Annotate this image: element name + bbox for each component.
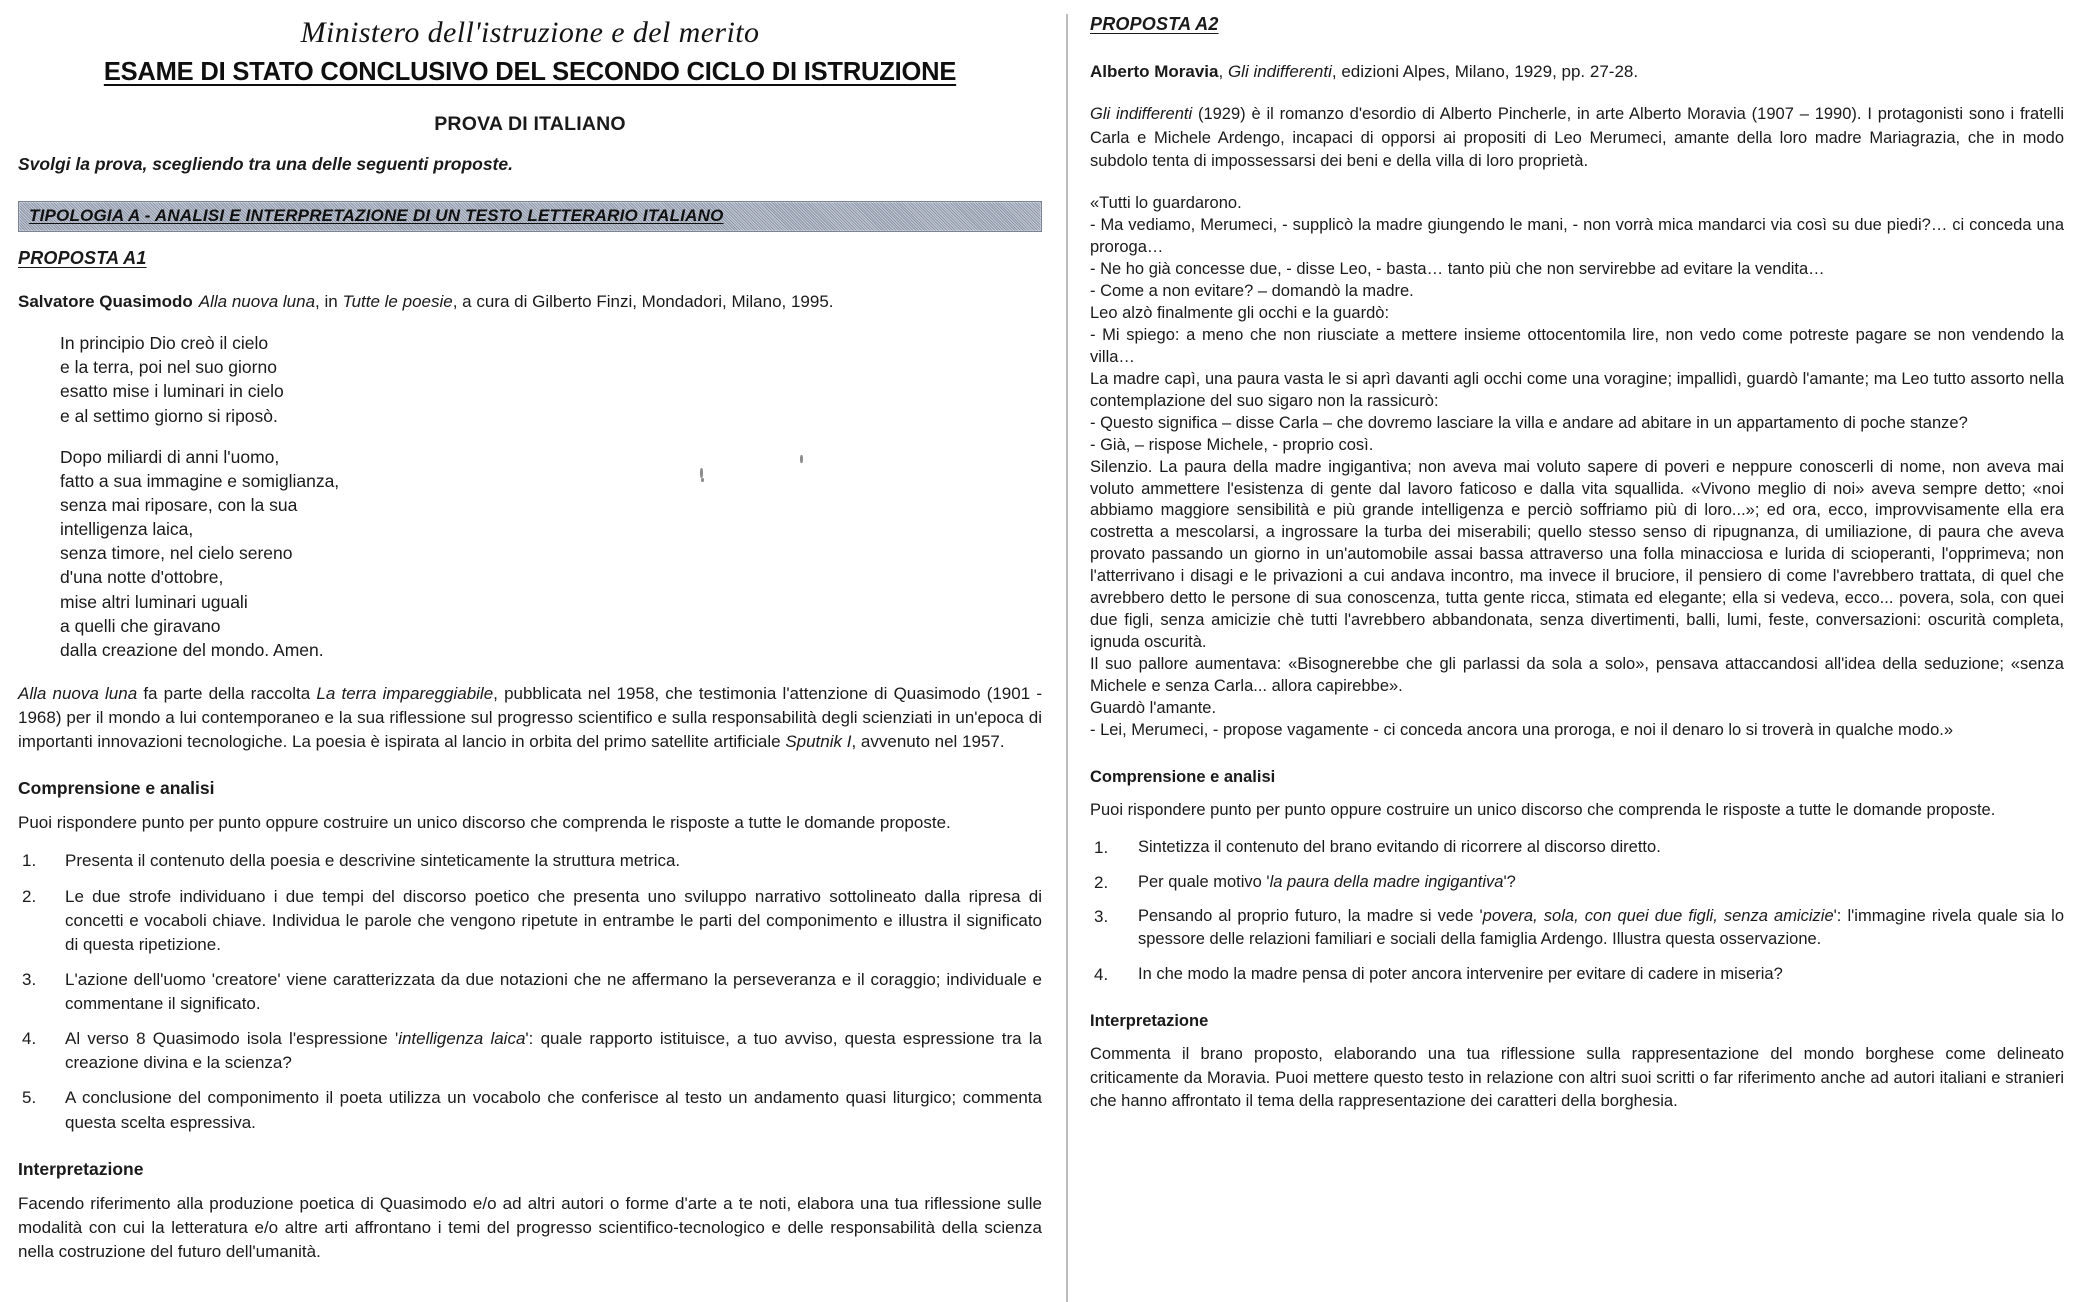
note-italic-satellite: Sputnik I [785,732,852,752]
question-text: ': l'immagine rivela quale sia lo spessore delle relazioni familiari e sociali della famiglia Ardengo. Illustra questa osservazione. [1138,907,2064,949]
poem-line: mise altri luminari uguali [60,591,248,612]
interpretazione-text: Commenta il brano proposto, elaborando una tua riflessione sulla rappresentazione del mondo borghese come delineato criticamente da Moravia. Puoi mettere questo testo in relazione con altri suoi scritti o far riferimento anche ad autori italiani e stranieri che hanno affrontato il tema della rappresentazione dei caratteri della borghesia. [1090,1045,2064,1111]
exam-instruction: Svolgi la prova, scegliendo tra una delle seguenti proposte. [18,154,513,174]
excerpt-line: - Questo significa – disse Carla – che dovremo lasciare la villa e andare ad abitare in un appartamento di poche stanze? [1090,413,1968,432]
interpretazione-text: Facendo riferimento alla produzione poetica di Quasimodo e/o ad altri autori o forme d'arte a te noti, elabora una tua riflessione sulle modalità con cui la letteratura e/o altre arti affrontano i temi del progresso scientifico-tecnologico e delle responsabilità della scienza nella costruzione del futuro dell'umanità. [18,1193,1042,1261]
note-italic-title: Alla nuova luna [18,683,138,703]
note-text: (1929) è il romanzo d'esordio di Alberto Pincherle, in arte Alberto Moravia (1907 – 1990). I protagonisti sono i fratelli Carla e Michele Ardengo, incapaci di opporsi ai propositi di Leo Merumeci, amante della loro madre Mariagrazia, che in modo subdolo tenta di impossessarsi dei beni e della villa di loro proprietà. [1090,105,2064,170]
proposta-a2-note [1090,103,2064,173]
poem-line: fatto a sua immagine e somiglianza, [60,470,340,491]
subject-title: PROVA DI ITALIANO [434,113,626,135]
question-item [18,849,1042,873]
question-text: A conclusione del componimento il poeta utilizza un vocabolo che conferisce al testo un andamento quasi liturgico; commenta questa scelta espressiva. [65,1088,1042,1132]
exam-title: ESAME DI STATO CONCLUSIVO DEL SECONDO CICLO DI ISTRUZIONE [103,58,957,86]
source-work: Alla nuova luna [198,292,316,311]
comprensione-heading: Comprensione e analisi [1090,767,1276,786]
question-item [1090,871,2064,894]
question-text: Presenta il contenuto della poesia e descrivine sinteticamente la struttura metrica. [65,851,681,871]
poem-stanza [60,331,1042,428]
note-text: , avvenuto nel 1957. [851,732,1005,752]
tipologia-a-label: TIPOLOGIA A - ANALISI E INTERPRETAZIONE DI UN TESTO LETTERARIO ITALIANO [29,206,724,225]
proposta-a1-note [18,682,1042,754]
excerpt-line: Guardò l'amante. [1090,698,1217,717]
source-author: Alberto Moravia [1090,62,1219,81]
excerpt-line: «Tutti lo guardarono. [1090,194,1242,213]
excerpt-line: - Già, – rispose Michele, - proprio così. [1090,435,1374,454]
proposta-a2-source: Alberto Moravia, Gli indifferenti, edizioni Alpes, Milano, 1929, pp. 27-28. [1090,62,1639,81]
question-item [18,968,1042,1016]
poem-stanza [60,445,1042,662]
poem-line: a quelli che giravano [60,615,221,636]
source-collection: Tutte le poesie [342,292,453,311]
question-italic: povera, sola, con quei due figli, senza amicizie [1482,907,1834,926]
excerpt-line: - Come a non evitare? – domandò la madre. [1090,282,1414,301]
question-text: L'azione dell'uomo 'creatore' viene caratterizzata da due notazioni che ne affermano la perseveranza e il coraggio; individuale e commentane il significato. [65,969,1042,1014]
excerpt-line: - Ma vediamo, Merumeci, - supplicò la madre giungendo le mani, - non vorrà mica mandarci via così su due piedi?… ci conceda una proroga… [1090,216,2064,257]
question-text: Sintetizza il contenuto del brano evitando di ricorrere al discorso diretto. [1138,838,1661,857]
poem-line: Dopo miliardi di anni l'uomo, [60,446,280,467]
excerpt-line: - Lei, Merumeci, - propose vagamente - ci conceda ancora una proroga, e noi il denaro lo si troverà in qualche modo.» [1090,720,1954,739]
scan-speck-icon [701,478,704,482]
poem-line: intelligenza laica, [60,519,194,540]
poem-line: senza mai riposare, con la sua [60,494,298,515]
question-text: Le due strofe individuano i due tempi del discorso poetico che presenta uno sviluppo narrativo sottolineato dalla ripresa di concetti e vocaboli chiave. Individua le parole che vengono ripetute in entrambe le parti del componimento e illustra il significato di questa ripetizione. [65,886,1042,954]
note-text: fa parte della raccolta [137,683,317,703]
question-item [18,1027,1042,1075]
excerpt-line: - Mi spiego: a meno che non riusciate a mettere insieme ottocentomila lire, non vedo come potreste pagare se non vendendo la villa… [1090,325,2064,366]
question-italic: la paura della madre ingigantiva [1269,872,1504,891]
excerpt-line: La madre capì, una paura vasta le si aprì davanti agli occhi come una voragine; impallidì, guardò l'amante; ma Leo tutto assorto nella contemplazione del suo sigaro non la rassicurò: [1090,369,2064,410]
right-column [1066,0,2080,1302]
comprensione-intro: Puoi rispondere punto per punto oppure costruire un unico discorso che comprenda le risposte a tutte le domande proposte. [1090,800,1996,819]
question-text: Al verso 8 Quasimodo isola l'espressione ' [65,1029,399,1049]
comprensione-question-list [1090,836,2064,986]
source-author: Salvatore Quasimodo [18,292,193,311]
question-text: Per quale motivo ' [1138,872,1270,891]
proposta-a1-label: PROPOSTA A1 [18,248,147,268]
comprensione-heading: Comprensione e analisi [18,778,215,799]
question-item [1090,905,2064,952]
poem-line: d'una notte d'ottobre, [60,567,224,588]
comprensione-question-list [18,849,1042,1134]
interpretazione-heading: Interpretazione [1090,1012,1209,1031]
question-item [1090,836,2064,859]
question-text: Pensando al proprio futuro, la madre si vede ' [1138,907,1483,926]
excerpt-line: - Ne ho già concesse due, - disse Leo, - basta… tanto più che non servirebbe ad evitare la vendita… [1090,260,1825,279]
poem-line: e la terra, poi nel suo giorno [60,357,277,378]
question-text: '? [1503,872,1516,891]
poem-line: e al settimo giorno si riposò. [60,405,278,426]
source-rest: , a cura di Gilberto Finzi, Mondadori, Milano, 1995. [452,292,834,311]
poem-body [60,331,1042,662]
excerpt-line: Il suo pallore aumentava: «Bisognerebbe che gli parlassi da sola a solo», pensava attaccandosi all'idea della seduzione; «senza Michele e senza Carla... allora capirebbe». [1090,655,2064,695]
source-work: Gli indifferenti [1227,62,1332,81]
note-text: , pubblicata nel 1958, che testimonia l'attenzione di Quasimodo (1901 - 1968) per il mondo a lui contemporaneo e la sua riflessione sul progresso scientifico e sulla responsabilità degli scienziati in un'epoca di importanti innovazioni tecnologiche. La poesia è ispirata al lancio in orbita del primo satellite artificiale [18,683,1043,752]
source-rest: , edizioni Alpes, Milano, 1929, pp. 27-28. [1331,62,1639,81]
source-in-label: , in [315,292,343,311]
comprensione-intro: Puoi rispondere punto per punto oppure costruire un unico discorso che comprenda le risposte a tutte le domande proposte. [18,813,951,833]
question-text: In che modo la madre pensa di poter ancora intervenire per evitare di cadere in miseria? [1138,964,1783,983]
scan-speck-icon [800,455,803,463]
tipologia-a-band [18,201,1042,232]
question-item [1090,963,2064,986]
scan-speck-icon [700,468,703,478]
proposta-a2-label: PROPOSTA A2 [1090,14,1219,34]
question-item [18,885,1042,957]
ministry-heading: Ministero dell'istruzione e del merito [300,16,760,49]
interpretazione-heading: Interpretazione [18,1158,144,1179]
poem-line: senza timore, nel cielo sereno [60,543,293,564]
moravia-excerpt [1090,193,2064,741]
note-italic-title: Gli indifferenti [1090,105,1193,124]
question-text: ': quale rapporto istituisce, a tuo avviso, questa espressione tra la creazione divina e la scienza? [65,1029,1043,1073]
question-italic: intelligenza laica [398,1029,526,1049]
excerpt-line: Leo alzò finalmente gli occhi e la guardò: [1090,304,1390,323]
poem-line: In principio Dio creò il cielo [60,333,269,354]
poem-line: dalla creazione del mondo. Amen. [60,639,324,660]
question-item [18,1086,1042,1134]
proposta-a1-source [18,291,1042,313]
note-italic-collection: La terra impareggiabile [316,683,494,703]
poem-line: esatto mise i luminari in cielo [60,381,284,402]
excerpt-line: Silenzio. La paura della madre ingigantiva; non aveva mai voluto sapere di poveri e neppure conoscerli di nome, non aveva mai voluto ammettere l'esistenza di gente dal lavoro faticoso e dalla vita squallida. «Vivono meglio di noi» aveva sempre detto; «noi abbiamo maggiore sensibilità e più grande intelligenza e perciò soffriamo più di loro...»; ed ora, ecco, improvvisamente ella era costretta a mescolarsi, a ingrossare la turba dei miserabili; quello stesso senso di ripugnanza, di umiliazione, di paura che aveva provato passando un giorno in un'automobile assai bassa attraverso una folla minacciosa e lurida di scioperanti, l'opprimeva; non l'atterrivano i disagi e le privazioni a cui andava incontro, ma invece il bruciore, il pensiero di come l'avrebbero trattata, di quel che avrebbero detto le persone di sua conoscenza, tutta gente ricca, stimata ed elegante; ella si vedeva, ecco... povera, sola, con quei due figli, senza amicizie chè tutti l'avrebbero abbandonata, senza divertimenti, balli, lumi, feste, conversazioni: oscurità completa, ignuda oscurità. [1090,457,2064,652]
